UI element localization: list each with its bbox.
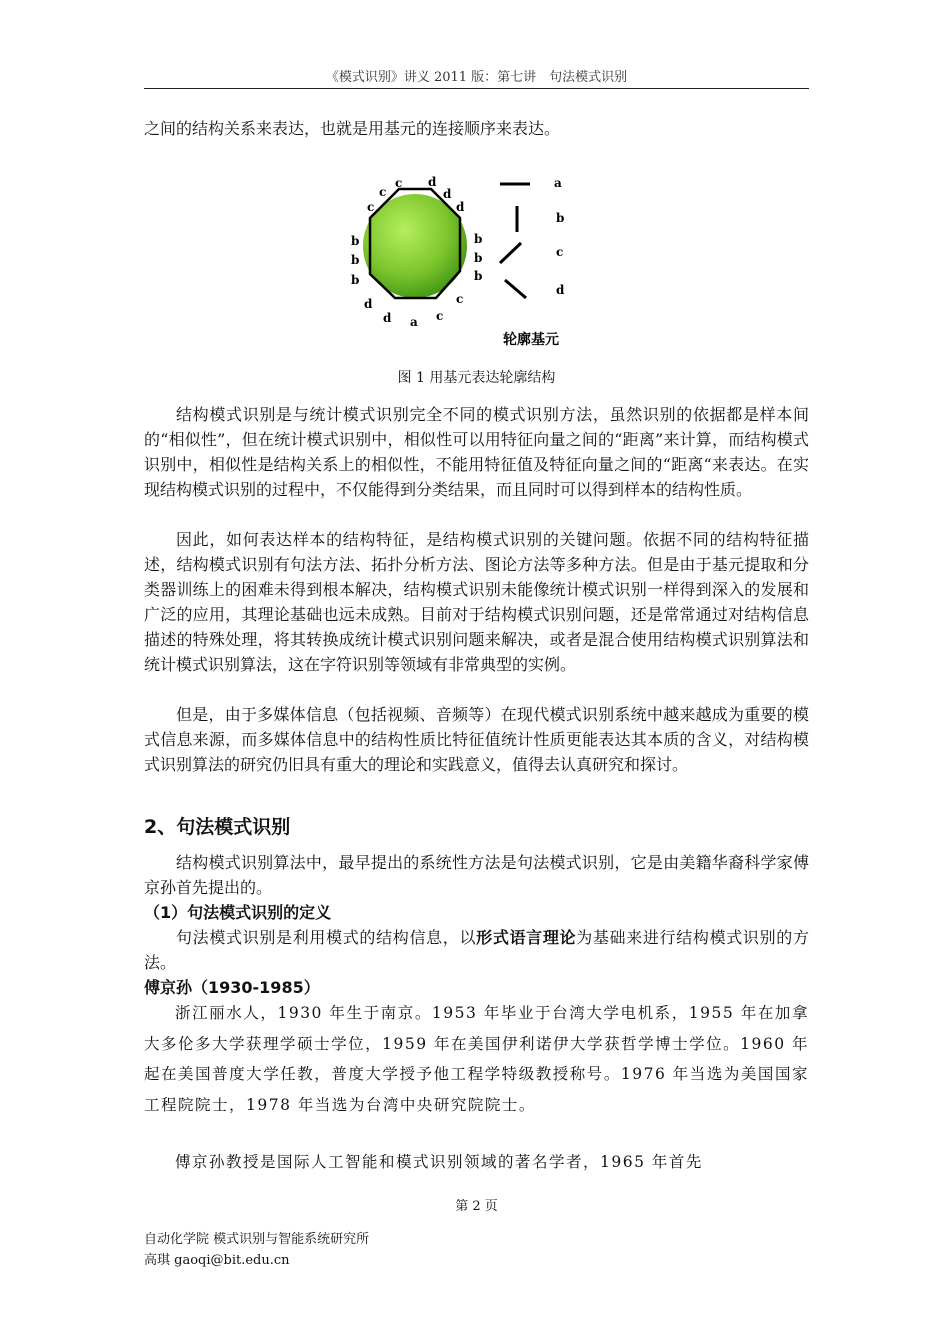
intro-line: 之间的结构关系来表达，也就是用基元的连接顺序来表达。 — [144, 119, 561, 138]
definition-text: 为基础来进行结构模式识别的方法。 — [144, 928, 809, 972]
subsection-heading: （1）句法模式识别的定义 — [144, 903, 332, 922]
section-heading: 2、句法模式识别 — [144, 816, 291, 838]
bio-paragraph: 浙江丽水人，1930 年生于南京。1953 年毕业于台湾大学电机系，1955 年在加拿大多伦多大学获理学硕士学位，1959 年在美国伊利诺伊大学获哲学博士学位。1960 年起在美国普度大学任教，普度大学授予他工程学特级教授称号。1976 年当选为美国国家工程院院士，1978 年当选为台湾中央研究院院士。 — [144, 1004, 809, 1114]
contour-label: b — [351, 234, 360, 248]
contour-label: d — [383, 311, 392, 325]
contour-label: d — [443, 187, 452, 201]
header-rule — [144, 88, 809, 89]
footer-line: 自动化学院 模式识别与智能系统研究所 — [144, 1232, 370, 1247]
primitive-label: c — [556, 245, 564, 259]
contour-label: c — [436, 309, 444, 323]
contour-label: a — [410, 315, 418, 329]
contour-label: b — [351, 253, 360, 267]
contour-label: d — [364, 297, 373, 311]
section-paragraph: 结构模式识别算法中，最早提出的系统性方法是句法模式识别，它是由美籍华裔科学家傅京孙首先提出的。 — [144, 853, 809, 897]
footer-line: 高琪 gaoqi@bit.edu.cn — [144, 1253, 290, 1268]
bio-paragraph: 傅京孙教授是国际人工智能和模式识别领域的著名学者，1965 年首先 — [175, 1153, 703, 1171]
primitive-label: b — [556, 211, 565, 225]
primitive-c-segment — [500, 243, 521, 263]
definition-text: 句法模式识别是利用模式的结构信息，以 — [176, 928, 477, 947]
paragraph: 但是，由于多媒体信息（包括视频、音频等）在现代模式识别系统中越来越成为重要的模式信息来源，而多媒体信息中的结构性质比特征值统计性质更能表达其本质的含义，对结构模式识别算法的研究仍旧具有重大的理论和实践意义，值得去认真研究和探讨。 — [144, 705, 809, 774]
figure-svg — [340, 170, 600, 354]
running-header: 《模式识别》讲义 2011 版：第七讲 句法模式识别 — [325, 70, 628, 85]
contour-label: c — [456, 292, 464, 306]
contour-label: b — [474, 251, 483, 265]
contour-label: c — [367, 200, 375, 214]
primitive-label: d — [556, 283, 565, 297]
contour-label: c — [395, 176, 403, 190]
contour-label: b — [474, 232, 483, 246]
contour-label: b — [351, 273, 360, 287]
primitive-d-segment — [505, 280, 526, 298]
figure-caption: 图 1 用基元表达轮廓结构 — [397, 370, 556, 386]
contour-label: d — [456, 200, 465, 214]
primitives-caption: 轮廓基元 — [503, 332, 559, 348]
contour-label: b — [474, 269, 483, 283]
definition-paragraph — [144, 925, 809, 975]
definition-keyword: 形式语言理论 — [476, 928, 577, 947]
page-number: 第 2 页 — [455, 1199, 498, 1214]
paragraph: 因此，如何表达样本的结构特征，是结构模式识别的关键问题。依据不同的结构特征描述，结构模式识别有句法方法、拓扑分析方法、图论方法等多种方法。但是由于基元提取和分类器训练上的困难未得到根本解决，结构模式识别未能像统计模式识别一样得到深入的发展和广泛的应用，其理论基础也远未成熟。目前对于结构模式识别问题，还是常常通过对结构信息描述的特殊处理，将其转换成统计模式识别问题来解决，或者是混合使用结构模式识别算法和统计模式识别算法，这在字符识别等领域有非常典型的实例。 — [144, 530, 809, 674]
figure-contour-primitives — [340, 170, 600, 354]
bio-title: 傅京孙（1930-1985） — [144, 978, 320, 997]
primitive-label: a — [554, 176, 562, 190]
contour-label: c — [379, 185, 387, 199]
contour-label: d — [428, 175, 437, 189]
paragraph: 结构模式识别是与统计模式识别完全不同的模式识别方法，虽然识别的依据都是样本间的“相似性”，但在统计模式识别中，相似性可以用特征向量之间的“距离”来计算，而结构模式识别中，相似性是结构关系上的相似性，不能用特征值及特征向量之间的“距离“来表达。在实现结构模式识别的过程中，不仅能得到分类结果，而且同时可以得到样本的结构性质。 — [144, 405, 809, 499]
